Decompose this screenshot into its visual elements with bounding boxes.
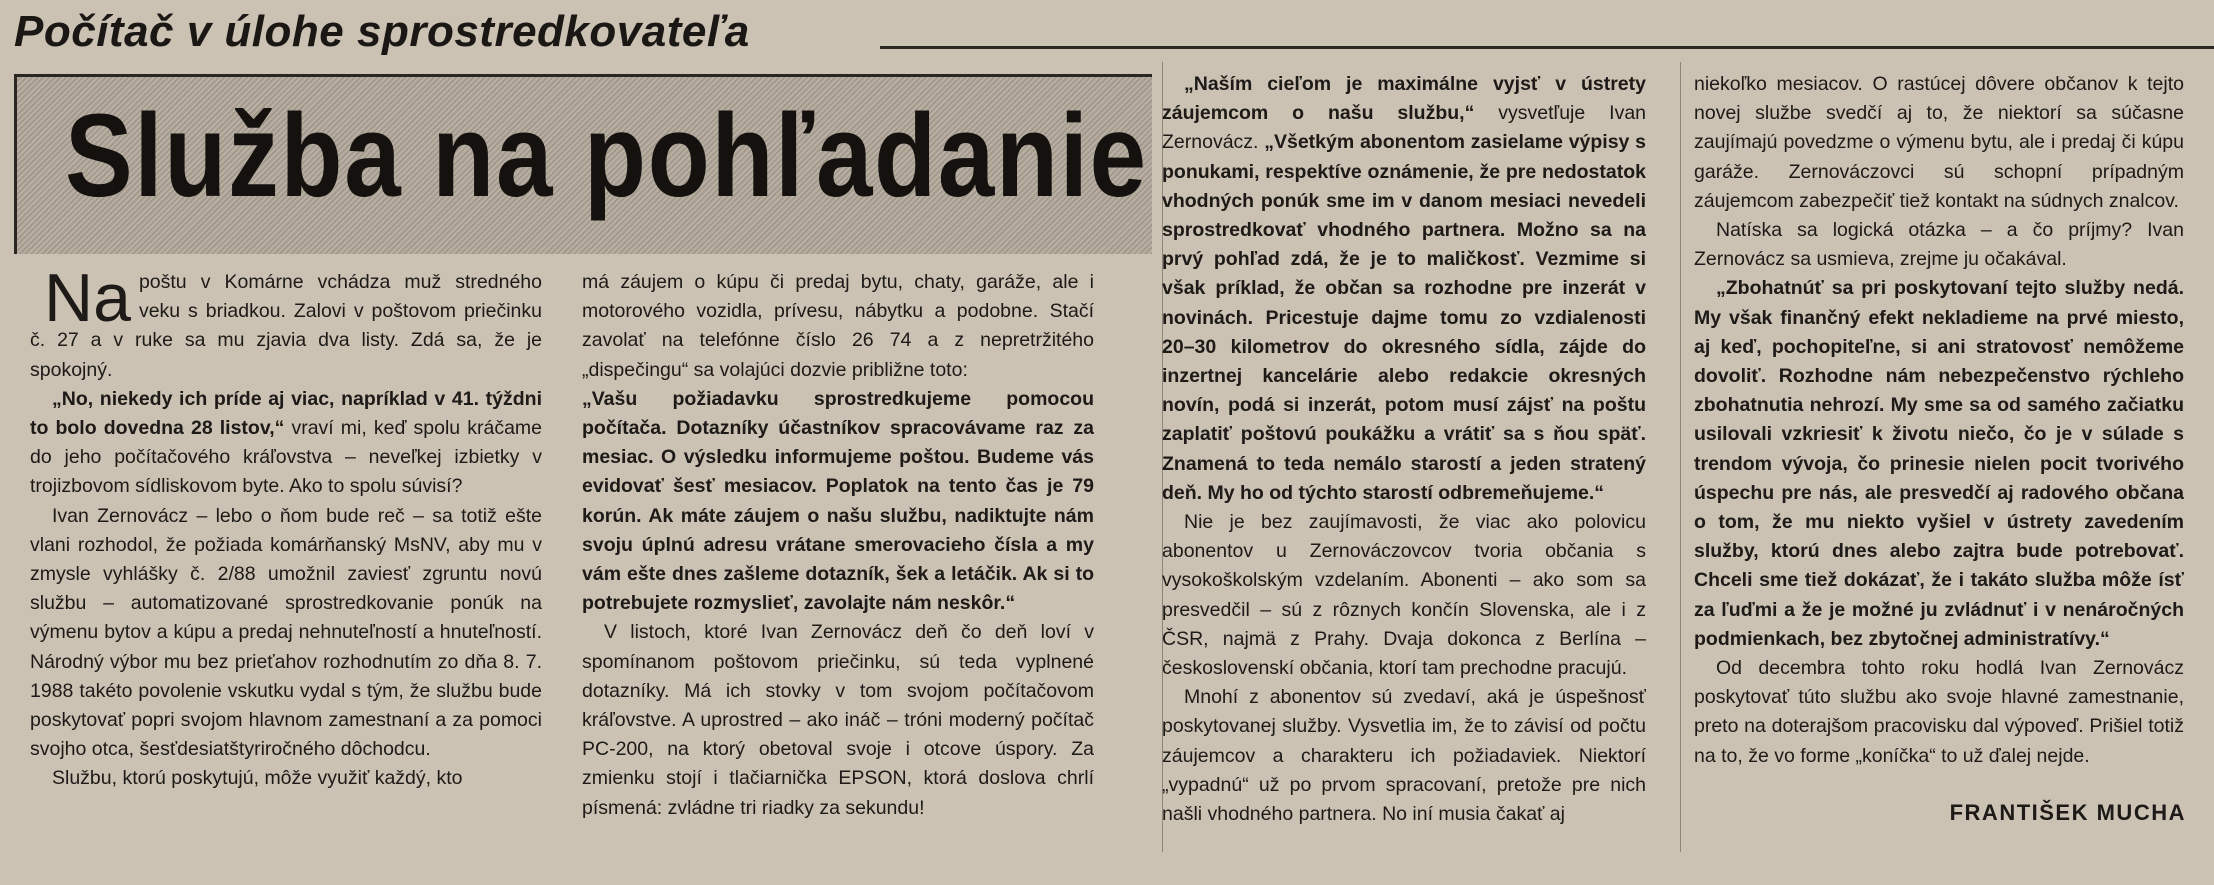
body-text: niekoľko mesiacov. O rastúcej dôvere občanov k tejto novej službe svedčí aj to, že niektorí sa súčasne zaujímajú povedzme o výmenu bytu, ale i predaj či kúpu garáže. Zernováczovci sú schopní prípadným záujemcom zabezpečiť tiež kontakt na súdnych znalcov.	[1694, 73, 2184, 212]
paragraph	[1162, 683, 1646, 829]
body-text: má záujem o kúpu či predaj bytu, chaty, garáže, ale i motorového vozidla, prívesu, nábytku a podobne. Stačí zavolať na telefónne číslo 26 74 a z nepretržitého „dispečingu“ sa volajúci dozvie približne toto:	[582, 271, 1094, 381]
column-divider	[1680, 62, 1681, 852]
body-text: Ivan Zernovácz – lebo o ňom bude reč – sa totiž ešte vlani rozhodol, že požiada komárňanský MsNV, aby mu v zmysle vyhlášky č. 2/88 umožnil zaviesť zgruntu novú službu – automatizované sprostredkovanie ponúk na výmenu bytov a kúpu a predaj nehnuteľností a hnuteľností. Národný výbor mu bez prieťahov rozhodnutím zo dňa 8. 7. 1988 takéto povolenie vskutku vydal s tým, že službu bude poskytovať popri svojom hlavnom zamestnaní a za pomoci svojho otca, šesťdesiatštyriročného dôchodcu.	[30, 504, 542, 761]
paragraph	[582, 268, 1094, 385]
text-column-4	[1694, 70, 2184, 790]
paragraph	[30, 502, 542, 765]
paragraph	[30, 268, 542, 385]
paragraph	[1694, 216, 2184, 274]
bold-quote: „Zbohatnúť sa pri poskytovaní tejto služby nedá. My však finančný efekt nekladieme na prvé miesto, aj keď, pochopiteľne, si ani stratovosť nemôžeme dovoliť. Rozhodne nám nebezpečenstvo rýchleho zbohatnutia nehrozí. My sme sa od samého začiatku usilovali vzkriesiť k životu niečo, čo je v súlade s trendom vývoja, čo prinesie nielen pocit tvorivého úspechu pre nás, ale presvedčí aj radového občana o tom, že mu niekto vyšiel v ústrety zavedením služby, ktorú dnes alebo zajtra bude potrebovať. Chceli sme tiež dokázať, že i takáto služba môže ísť za ľuďmi a že je možné ju zvládnuť i v nenáročných podmienkach, bez zbytočnej administratívy.“	[1694, 277, 2184, 650]
body-text: Mnohí z abonentov sú zvedaví, aká je úspešnosť poskytovanej služby. Vysvetlia im, že to závisí od počtu záujemcov a charakteru ich požiadaviek. Niektorí „vypadnú“ už po prvom spracovaní, pretože pre nich našli vhodného partnera. No iní musia čakať aj	[1162, 686, 1646, 826]
text-column-3	[1162, 70, 1646, 880]
drop-cap: Na	[44, 268, 131, 336]
bold-quote: „No, niekedy ich príde aj viac, napríklad v 41. týždni to bolo dovedna 28 listov,“	[30, 387, 542, 440]
bold-quote: „Všetkým abonentom zasielame výpisy s ponukami, respektíve oznámenie, že pre nedostatok vhodných ponúk sme im v danom mesiaci nevedeli sprostredkovať vhodného partnera. Možno sa na prvý pohľad zdá, že je to maličkosť. Vezmime si však príklad, že občan sa rozhodne pre inzerát v novinách. Pricestuje dajme tomu zo vzdialenosti 20–30 kilometrov do okresného sídla, zájde do inzertnej kancelárie alebo redakcie okresných novín, podá si inzerát, potom musí zájsť na poštu zaplatiť poštovú poukážku a vrátiť sa s ňou späť. Znamená to teda nemálo starostí a jeden stratený deň. My ho od týchto starostí odbremeňujeme.“	[1162, 131, 1646, 504]
paragraph	[582, 618, 1094, 822]
article-byline: FRANTIŠEK MUCHA	[1949, 800, 2186, 825]
paragraph	[1162, 508, 1646, 683]
body-text: vysvetľuje Ivan Zernovácz.	[1162, 102, 1646, 154]
article-headline: Služba na pohľadanie	[65, 90, 1148, 222]
paragraph	[1162, 70, 1646, 508]
paragraph	[582, 385, 1094, 619]
body-text: Nie je bez zaujímavosti, že viac ako polovicu abonentov u Zernováczovcov tvoria občania s vysokoškolským vzdelaním. Abonenti – ako som sa presvedčil – sú z rôznych končín Slovenska, ale i z ČSR, najmä z Prahy. Dvaja dokonca z Berlína – československí občania, ktorí tam prechodne pracujú.	[1162, 511, 1646, 680]
body-text: Službu, ktorú poskytujú, môže využiť každý, kto	[52, 767, 463, 790]
paragraph	[30, 385, 542, 502]
top-rule	[880, 46, 2214, 49]
paragraph	[1694, 274, 2184, 654]
bold-quote: „Vašu požiadavku sprostredkujeme pomocou počítača. Dotazníky účastníkov spracovávame raz za mesiac. O výsledku informujeme poštou. Budeme vás evidovať šesť mesiacov. Poplatok na tento čas je 79 korún. Ak máte záujem o našu službu, nadiktujte nám svoju úplnú adresu vrátane smerovacieho čísla a my vám ešte dnes zašleme dotazník, šek a letáčik. Ak si to potrebujete rozmyslieť, zavolajte nám neskôr.“	[582, 387, 1094, 615]
bold-quote: „Naším cieľom je maximálne vyjsť v ústrety záujemcom o našu službu,“	[1162, 73, 1646, 125]
paragraph	[30, 764, 542, 793]
paragraph	[1694, 70, 2184, 216]
article-supertitle: Počítač v úlohe sprostredkovateľa	[14, 7, 750, 56]
body-text: V listoch, ktoré Ivan Zernovácz deň čo deň loví v spomínanom poštovom priečinku, sú teda vyplnené dotazníky. Má ich stovky v tom svojom počítačovom kráľovstve. A uprostred – ako ináč – tróni moderný počítač PC-200, na ktorý obetoval svoje i otcove úspory. Za zmienku stojí i tlačiarnička EPSON, ktorá doslova chrlí písmená: zvládne tri riadky za sekundu!	[582, 621, 1094, 819]
paragraph	[1694, 654, 2184, 771]
body-text: poštu v Komárne vchádza muž stredného veku s briadkou. Zalovi v poštovom priečinku č. 27 a v ruke sa mu zjavia dva listy. Zdá sa, že je spokojný.	[30, 271, 542, 381]
text-column-1	[30, 268, 542, 880]
body-text: vraví mi, keď spolu kráčame do jeho počítačového kráľovstva – neveľkej izbietky v trojizbovom sídliskovom byte. Ako to spolu súvisí?	[30, 417, 542, 498]
headline-box	[14, 74, 1152, 254]
text-column-2	[582, 268, 1094, 880]
body-text: Natíska sa logická otázka – a čo príjmy? Ivan Zernovácz sa usmieva, zrejme ju očakával.	[1694, 219, 2184, 271]
body-text: Od decembra tohto roku hodlá Ivan Zernovácz poskytovať túto službu ako svoje hlavné zamestnanie, preto na doterajšom pracovisku dal výpoveď. Prišiel totiž na to, že vo forme „koníčka“ to už ďalej nejde.	[1694, 657, 2184, 767]
